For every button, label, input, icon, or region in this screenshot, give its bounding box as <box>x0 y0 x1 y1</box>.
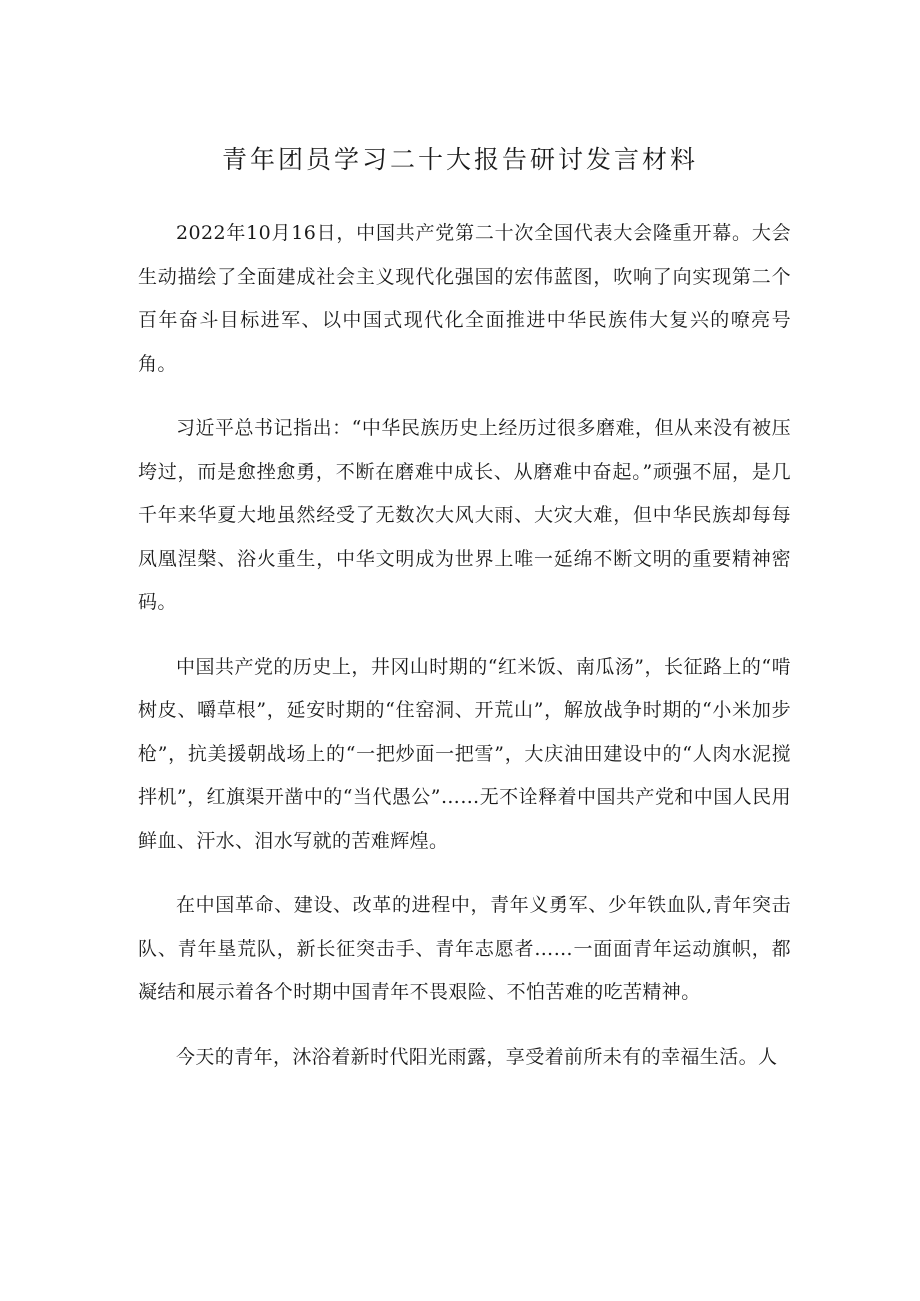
paragraph-5: 今天的青年，沐浴着新时代阳光雨露，享受着前所未有的幸福生活。人 <box>176 1045 778 1068</box>
paragraph-3: 中国共产党的历史上，井冈山时期的“红米饭、南瓜汤”，长征路上的“啃树皮、嚼草根”，延安时期的“住窑洞、开荒山”，解放战争时期的“小米加步枪”，抗美援朝战场上的“一把炒面一把雪”，大庆油田建设中的“人肉水泥搅拌机”，红旗渠开凿中的“当代愚公”……无不诠释着中国共产党和中国人民用鲜血、汗水、泪水写就的苦难辉煌。 <box>138 655 791 852</box>
paragraph-2: 习近平总书记指出：“中华民族历史上经历过很多磨难，但从来没有被压垮过，而是愈挫愈勇，不断在磨难中成长、从磨难中奋起。”顽强不屈，是几千年来华夏大地虽然经受了无数次大风大雨、大灾大难，但中华民族却每每凤凰涅槃、浴火重生，中华文明成为世界上唯一延绵不断文明的重要精神密码。 <box>138 417 791 613</box>
document-title: 青年团员学习二十大报告研讨发言材料 <box>221 145 698 174</box>
paragraph-1: 2022年10月16日，中国共产党第二十次全国代表大会隆重开幕。大会生动描绘了全面建成社会主义现代化强国的宏伟蓝图，吹响了向实现第二个百年奋斗目标进军、以中国式现代化全面推进中华民族伟大复兴的嘹亮号角。 <box>138 222 791 375</box>
paragraph-4: 在中国革命、建设、改革的进程中，青年义勇军、少年铁血队,青年突击队、青年垦荒队，新长征突击手、青年志愿者……一面面青年运动旗帜，都凝结和展示着各个时期中国青年不畏艰险、不怕苦难的吃苦精神。 <box>138 894 791 1003</box>
document-body <box>138 212 791 1100</box>
